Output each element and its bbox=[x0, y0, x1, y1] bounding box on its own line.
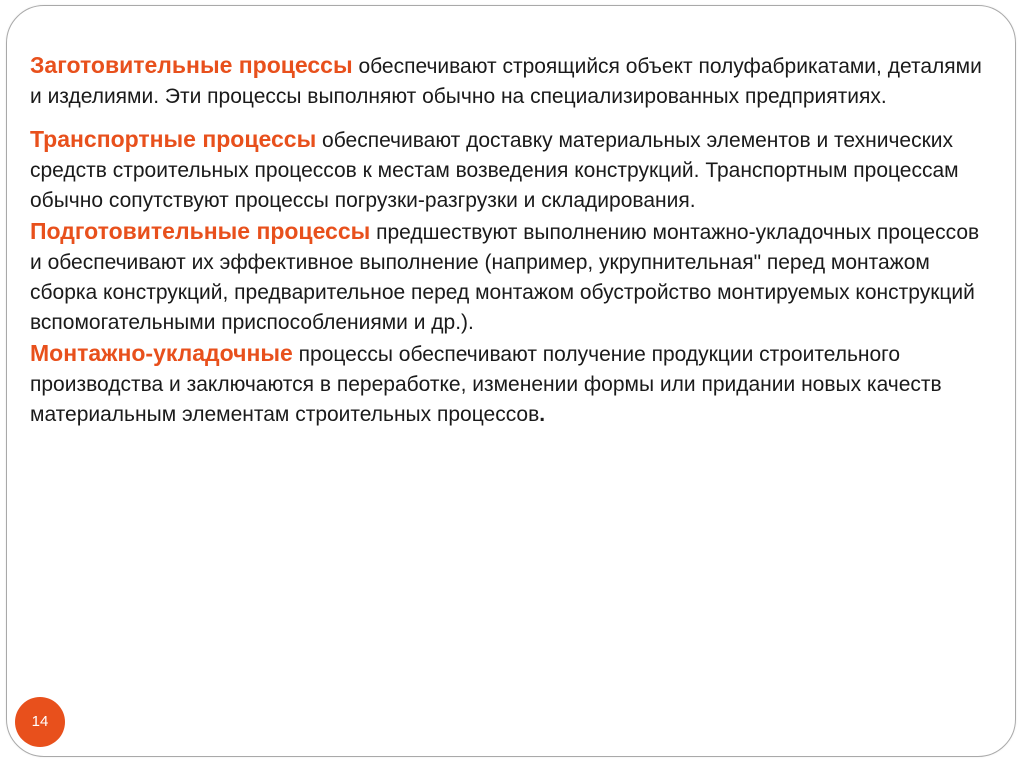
text-preparatory: предшествуют выполнению монтажно-укладочных процессов и обеспечивают их эффективное выполнение (например, укрупнительная" перед монтажом сборка конструкций, предварительное перед монтажом обустройство монтируемых конструкций вспомогательными приспособлениями и др.). bbox=[30, 221, 980, 334]
paragraph-procurement bbox=[30, 50, 995, 112]
paragraph-assembly bbox=[30, 338, 995, 430]
slide-content bbox=[30, 50, 995, 430]
term-transport: Транспортные процессы bbox=[30, 126, 317, 152]
text-assembly: процессы обеспечивают получение продукции строительного производства и заключаются в переработке, изменении формы или придании новых качеств материальным элементам строительных процессов bbox=[30, 343, 942, 426]
term-assembly: Монтажно-укладочные bbox=[30, 340, 293, 366]
paragraph-preparatory bbox=[30, 216, 995, 338]
paragraph-transport bbox=[30, 124, 995, 216]
page-number-badge: 14 bbox=[15, 697, 65, 747]
text-assembly-end: . bbox=[539, 403, 546, 426]
term-preparatory: Подготовительные процессы bbox=[30, 218, 371, 244]
text-transport: обеспечивают доставку материальных элементов и технических средств строительных процессов к местам возведения конструкций. Транспортным процессам обычно сопутствуют процессы погрузки-разгрузки и складирования. bbox=[30, 129, 959, 212]
text-procurement: обеспечивают строящийся объект полуфабрикатами, деталями и изделиями. Эти процессы выполняют обычно на специализированных предприятиях. bbox=[30, 55, 982, 108]
term-procurement: Заготовительные процессы bbox=[30, 52, 353, 78]
